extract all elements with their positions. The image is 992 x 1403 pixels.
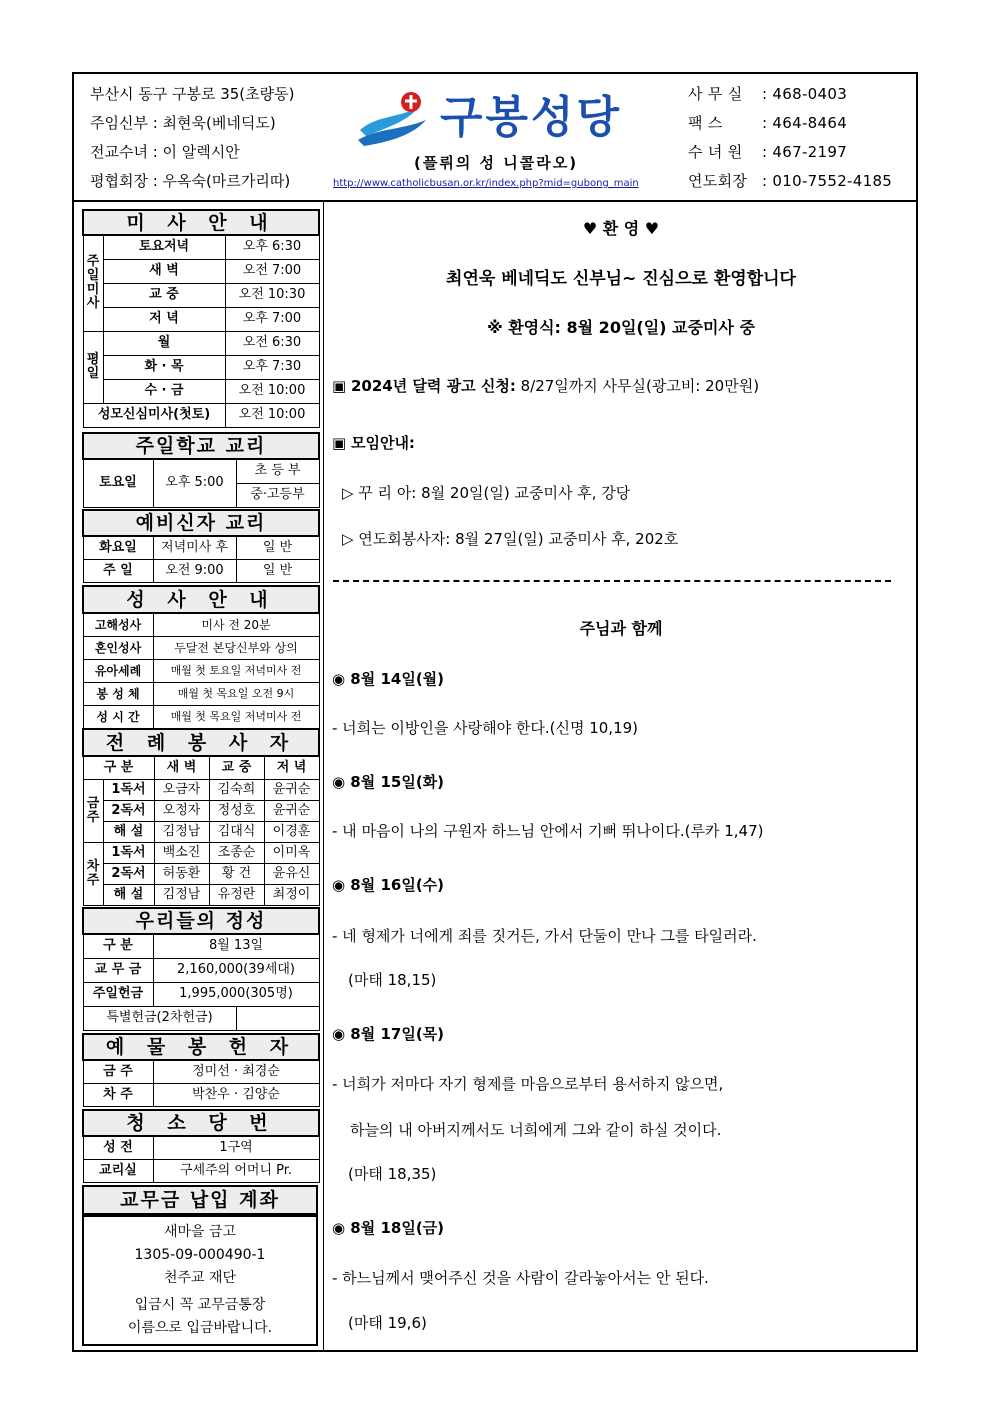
this-week-label: 금주 [83,779,103,842]
server-name: 이미옥 [264,842,319,863]
special-offering-label: 특별헌금(2차헌금) [83,1006,236,1030]
contact-label: 팩 스 [688,114,723,132]
mass-time: 오전 6:30 [225,331,319,355]
account-note: 입금시 꼭 교무금통장 [134,1297,266,1313]
meeting-notice [332,432,415,454]
contact-label: 연도회장 [688,172,748,190]
meeting-label: 모임안내: [350,434,415,452]
cleaning-group: 구세주의 어머니 Pr. [153,1159,319,1182]
servers-col-header: 새 벽 [154,756,209,779]
servers-col-header: 저 녁 [264,756,319,779]
servers-table [82,728,320,906]
day-heading: ◉ 8월 18일(금) [332,1219,445,1237]
server-name: 김대식 [209,821,264,842]
contact-fax [688,114,847,132]
mass-heading: 미 사 안 내 [83,210,319,235]
mass-name: 새 벽 [103,259,225,283]
sunday-mass-label: 주일미사 [83,235,103,331]
notice-bullet: ▣ [332,377,347,395]
welcome-title: ♥ 환 영 ♥ [582,219,660,238]
mass-name: 교 중 [103,283,225,307]
servers-col-header: 구 분 [83,756,154,779]
cleaning-place: 성 전 [83,1136,153,1159]
parish-url-link[interactable]: http://www.catholicbusan.or.kr/index.php?mid=gubong_main [333,178,639,189]
column-divider [323,200,324,1352]
contact-convent [688,143,847,161]
donors-table [82,1033,320,1107]
server-role: 1독서 [103,779,154,800]
server-name: 오금자 [154,779,209,800]
server-name: 윤귀순 [264,800,319,821]
day-verse-ref: (마태 19,6) [348,1314,427,1332]
cleaning-place: 교리실 [83,1159,153,1182]
sacrament-name: 유아세례 [83,659,153,682]
mass-time: 오전 7:00 [225,259,319,283]
catechumen-time: 오전 9:00 [153,559,236,582]
special-mass-name: 성모신심미사(첫토) [83,403,225,427]
cleaning-table [82,1109,320,1183]
server-role: 해 설 [103,821,154,842]
offering-table [82,907,320,1031]
cleaning-group: 1구역 [153,1136,319,1159]
special-mass-time: 오전 10:00 [225,403,319,427]
day-verse: - 하느님께서 맺어주신 것을 사람이 갈라놓아서는 안 된다. [332,1269,709,1287]
sacraments-heading: 성 사 안 내 [83,586,319,613]
server-role: 1독서 [103,842,154,863]
day-heading: ◉ 8월 15일(화) [332,773,445,791]
catechumen-group: 일 반 [236,559,319,582]
donors-heading: 예 물 봉 헌 자 [83,1034,319,1060]
sacrament-desc: 매월 첫 토요일 저녁미사 전 [153,659,319,682]
server-name: 유정란 [209,884,264,905]
server-role: 해 설 [103,884,154,905]
server-name: 최정이 [264,884,319,905]
parish-title: 구봉성당 [440,92,623,143]
donor-names: 정미선 · 최경순 [153,1060,319,1083]
servers-col-header: 교 중 [209,756,264,779]
school-day: 토요일 [83,459,153,507]
account-holder: 천주교 재단 [163,1270,237,1286]
server-name: 오정자 [154,800,209,821]
account-box [82,1215,318,1346]
contact-value: : 468-0403 [762,85,848,103]
sacrament-name: 성 시 간 [83,705,153,728]
contact-value: : 467-2197 [762,143,848,161]
calendar-ad-text: 8/27일까지 사무실(광고비: 20만원) [515,377,760,395]
special-offering-value [236,1006,319,1030]
pastor-info: 주임신부 : 최현욱(베네딕도) [90,114,276,132]
account-heading: 교무금 납입 계좌 [83,1186,317,1214]
server-name: 이경훈 [264,821,319,842]
church-logo-icon [356,90,428,152]
server-name: 허동환 [154,863,209,884]
meeting-item: ▷ 연도회봉사자: 8월 27일(일) 교중미사 후, 202호 [342,530,679,548]
day-heading: ◉ 8월 16일(수) [332,876,445,894]
section-divider [333,580,891,582]
offering-value: 1,995,000(305명) [153,982,319,1006]
server-name: 김숙희 [209,779,264,800]
mass-time: 오후 7:00 [225,307,319,331]
sister-info: 전교수녀 : 이 알렉시안 [90,143,240,161]
sacraments-table [82,585,320,729]
contact-yeondo [688,172,892,190]
sunday-school-table [82,432,320,508]
offering-col-label: 구 분 [83,934,153,958]
mass-time: 오후 7:30 [225,355,319,379]
welcome-message: 최연욱 베네딕도 신부님~ 진심으로 환영합니다 [446,269,796,289]
welcome-event: ※ 환영식: 8월 20일(일) 교중미사 중 [487,318,755,337]
offering-name: 교 무 금 [83,958,153,982]
calendar-ad-notice [332,375,759,397]
offering-name: 주일헌금 [83,982,153,1006]
donor-week: 차 주 [83,1083,153,1106]
school-group: 중·고등부 [236,483,319,507]
sacrament-desc: 두달전 본당신부와 상의 [153,636,319,659]
notice-bullet: ▣ [332,434,347,452]
offering-date: 8월 13일 [153,934,319,958]
school-group: 초 등 부 [236,459,319,483]
contact-label: 수 녀 원 [688,143,743,161]
mass-time: 오전 10:00 [225,379,319,403]
catechumen-group: 일 반 [236,536,319,559]
server-name: 백소진 [154,842,209,863]
server-role: 2독서 [103,800,154,821]
day-verse: - 네 형제가 너에게 죄를 짓거든, 가서 단둘이 만나 그를 타일러라. [332,927,757,945]
catechumen-day: 화요일 [83,536,153,559]
offering-value: 2,160,000(39세대) [153,958,319,982]
mass-name: 월 [103,331,225,355]
parish-subtitle: (플뤼의 성 니콜라오) [414,154,579,172]
contact-office [688,85,847,103]
server-name: 김정남 [154,821,209,842]
server-name: 윤유신 [264,863,319,884]
day-verse: 하늘의 내 아버지께서도 너희에게 그와 같이 하실 것이다. [350,1121,722,1139]
servers-heading: 전 례 봉 사 자 [83,729,319,756]
catechumen-day: 주 일 [83,559,153,582]
server-name: 김정남 [154,884,209,905]
day-verse: - 너희가 저마다 자기 형제를 마음으로부터 용서하지 않으면, [332,1075,724,1093]
catechumen-time: 저녁미사 후 [153,536,236,559]
council-info: 평협회장 : 우옥숙(마르가리따) [90,172,291,190]
day-verse-ref: (마태 18,35) [348,1165,437,1183]
sacrament-desc: 매월 첫 목요일 저녁미사 전 [153,705,319,728]
mass-time: 오후 6:30 [225,235,319,259]
day-heading: ◉ 8월 14일(월) [332,670,445,688]
donor-week: 금 주 [83,1060,153,1083]
cleaning-heading: 청 소 당 번 [83,1110,319,1136]
day-heading: ◉ 8월 17일(목) [332,1025,445,1043]
with-lord-title: 주님과 함께 [579,619,663,638]
mass-name: 토요저녁 [103,235,225,259]
account-number: 1305-09-000490-1 [134,1247,266,1263]
mass-time: 오전 10:30 [225,283,319,307]
account-heading-table [82,1185,318,1215]
sacrament-name: 봉 성 체 [83,682,153,705]
contact-label: 사 무 실 [688,85,743,103]
mass-name: 화 · 목 [103,355,225,379]
school-time: 오후 5:00 [153,459,236,507]
account-note: 이름으로 입금바랍니다. [127,1320,273,1336]
sacrament-name: 고해성사 [83,613,153,636]
server-name: 윤귀순 [264,779,319,800]
sacrament-desc: 매월 첫 목요일 오전 9시 [153,682,319,705]
header-divider [72,200,918,202]
next-week-label: 차주 [83,842,103,905]
day-verse: - 너희는 이방인을 사랑해야 한다.(신명 10,19) [332,719,639,737]
calendar-ad-label: 2024년 달력 광고 신청: [350,377,516,395]
contact-value: : 464-8464 [762,114,848,132]
sacrament-desc: 미사 전 20분 [153,613,319,636]
donor-names: 박찬우 · 김양순 [153,1083,319,1106]
sacrament-name: 혼인성사 [83,636,153,659]
mass-schedule-table [82,209,320,428]
account-bank: 새마을 금고 [163,1224,237,1240]
mass-name: 수 · 금 [103,379,225,403]
meeting-item: ▷ 꾸 리 아: 8월 20일(일) 교중미사 후, 강당 [342,484,631,502]
day-verse-ref: (마태 18,15) [348,971,437,989]
server-role: 2독서 [103,863,154,884]
mass-name: 저 녁 [103,307,225,331]
sunday-school-heading: 주일학교 교리 [83,433,319,459]
contact-value: : 010-7552-4185 [762,172,893,190]
server-name: 황 건 [209,863,264,884]
day-verse: - 내 마음이 나의 구원자 하느님 안에서 기뻐 뛰나이다.(루카 1,47) [332,822,764,840]
catechumen-table [82,509,320,583]
offering-heading: 우리들의 정성 [83,908,319,934]
weekday-mass-label: 평일 [83,331,103,403]
server-name: 정성호 [209,800,264,821]
church-address: 부산시 동구 구봉로 35(초량동) [90,85,295,103]
catechumen-heading: 예비신자 교리 [83,510,319,536]
server-name: 조종순 [209,842,264,863]
